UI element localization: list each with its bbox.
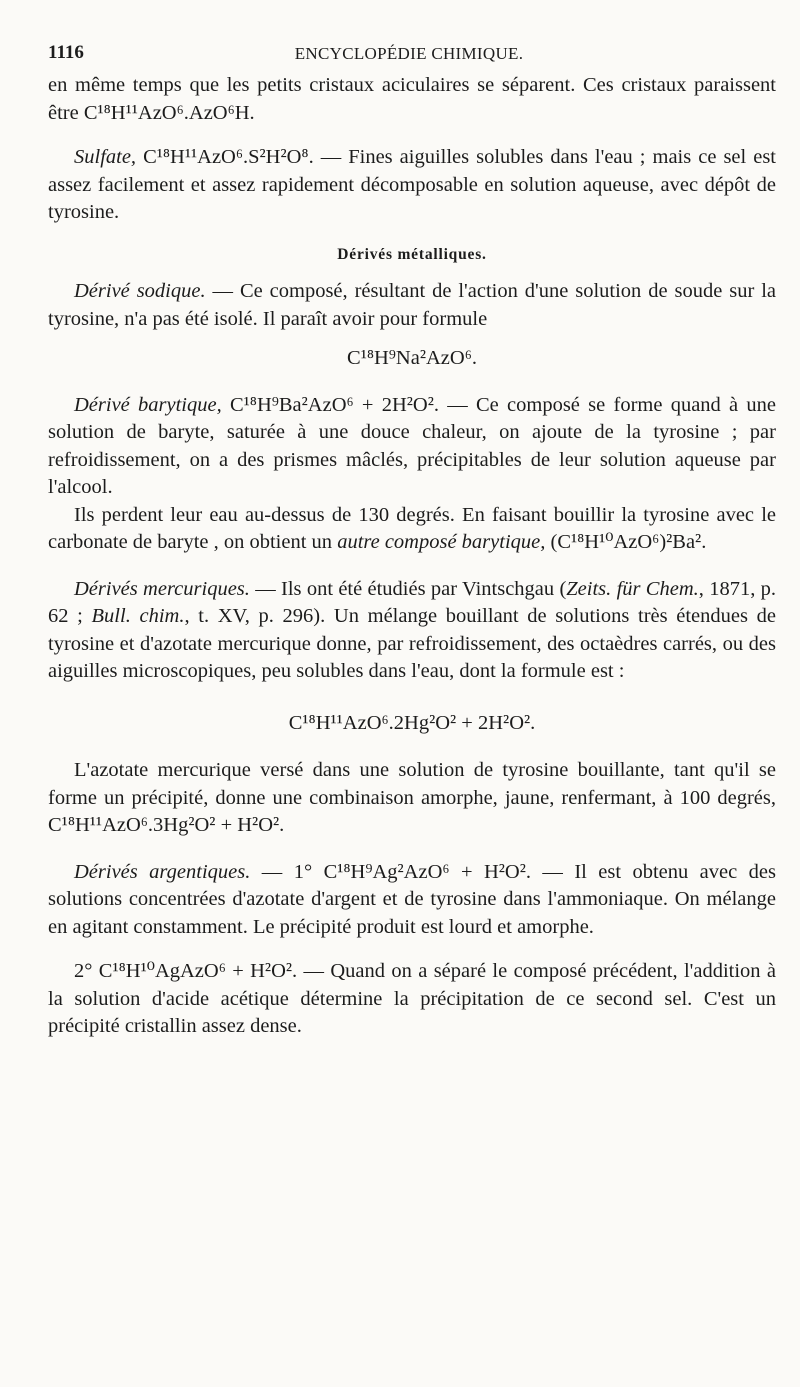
- section-title: Dérivés métalliques.: [337, 245, 487, 263]
- mercuriques-ref-2: Bull. chim.: [91, 605, 185, 627]
- paragraph-argentiques-2: 2° C¹⁸H¹⁰AgAzO⁶ + H²O². — Quand on a séparé le composé précédent, l'addition à la solution d'acide acétique détermine la précipitation de ce second sel. C'est un précipité cristallin assez dense.: [48, 960, 776, 1037]
- paragraph-argentiques: [48, 859, 776, 942]
- paragraph-sulfate: [48, 144, 776, 227]
- page-number: 1116: [48, 42, 84, 63]
- sodique-heading: Dérivé sodique.: [74, 280, 206, 302]
- paragraph-cristaux: en même temps que les petits cristaux aciculaires se séparent. Ces cristaux paraissent être C¹⁸H¹¹AzO⁶.AzO⁶H.: [48, 74, 776, 124]
- mercuriques-ref-1: Zeits. für Chem.: [566, 577, 699, 600]
- barytique2-text: Ils perdent leur eau au-dessus de 130 degrés. En faisant bouillir la tyrosine avec le carbonate de baryte , on obtient un: [48, 503, 776, 553]
- argentiques-text: — 1° C¹⁸H⁹Ag²AzO⁶ + H²O². — Il est obtenu avec des solutions concentrées d'azotate d'argent et de tyrosine dans l'ammoniaque. On mélange en agitant constamment. Le précipité produit est lourd et amorphe.: [48, 860, 776, 938]
- barytique-text: C¹⁸H⁹Ba²AzO⁶ + 2H²O². — Ce composé se forme quand à une solution de baryte, saturée à une douce chaleur, on ajoute de la tyrosine ; par refroidissement, on a des prismes mâclés, précipitables de leur solution aqueuse par l'alcool.: [48, 393, 776, 498]
- barytique-heading: Dérivé barytique,: [74, 393, 222, 416]
- paragraph-sodique: [48, 278, 776, 333]
- mercuriques-heading: Dérivés mercuriques.: [74, 577, 250, 600]
- argentiques-heading: Dérivés argentiques.: [74, 860, 251, 883]
- paragraph-mercuriques-2: L'azotate mercurique versé dans une solution de tyrosine bouillante, tant qu'il se forme un précipité, donne une combinaison amorphe, jaune, renfermant, à 100 degrés, C¹⁸H¹¹AzO⁶.3Hg²O² + H²O².: [48, 759, 776, 836]
- mercuriques-formula: C¹⁸H¹¹AzO⁶.2Hg²O² + 2H²O².: [288, 711, 536, 734]
- barytique2-formula: (C¹⁸H¹⁰AzO⁶)²Ba².: [550, 531, 707, 553]
- barytique2-emphasis: autre composé barytique,: [337, 531, 546, 553]
- paragraph-mercuriques: [48, 576, 776, 686]
- paragraph-barytique-2: [48, 502, 776, 557]
- page-body: [48, 72, 776, 1041]
- mercuriques-text-2: , 1871, p. 62 ;: [48, 577, 776, 627]
- mercuriques-text-1: — Ils ont été étudiés par Vintschgau (: [249, 577, 567, 600]
- sulfate-heading: Sulfate,: [74, 146, 137, 168]
- mercuriques-text-3: , t. XV, p. 296). Un mélange bouillant de solutions très étendues de tyrosine et d'azotate mercurique donne, par refroidissement, des octaèdres carrés, ou des aiguilles microscopiques, peu solubles dans l'eau, dont la formule est :: [48, 605, 777, 682]
- sodique-formula: C¹⁸H⁹Na²AzO⁶.: [347, 347, 477, 369]
- page-header: [48, 42, 770, 68]
- running-title: ENCYCLOPÉDIE CHIMIQUE.: [294, 44, 524, 63]
- sulfate-text: C¹⁸H¹¹AzO⁶.S²H²O⁸. — Fines aiguilles solubles dans l'eau ; mais ce sel est assez facilement et assez rapidement décomposable en solution aqueuse, avec dépôt de tyrosine.: [48, 146, 776, 223]
- paragraph-barytique: [48, 392, 776, 502]
- sodique-text: — Ce composé, résultant de l'action d'une solution de soude sur la tyrosine, n'a pas été isolé. Il paraît avoir pour formule: [48, 280, 777, 330]
